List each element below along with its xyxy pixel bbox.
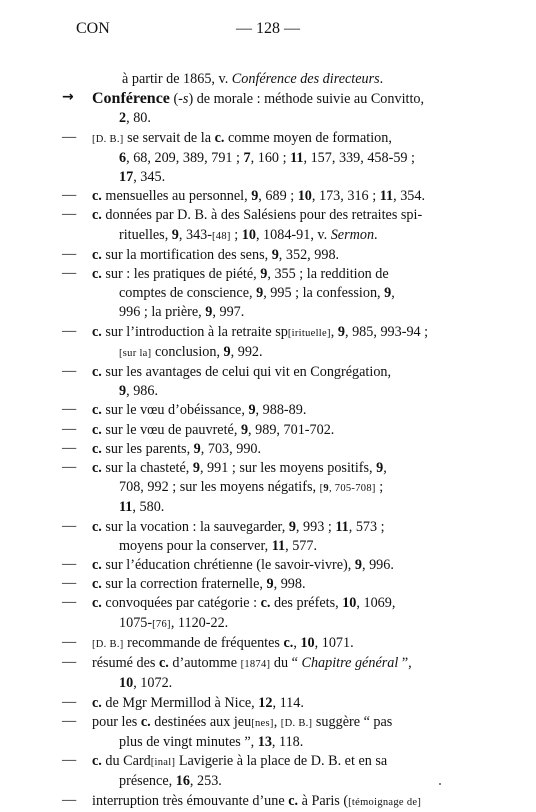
index-entry: [62, 556, 462, 575]
entry-text: [92, 129, 462, 188]
entry-line: c. sur la chasteté, 9, 991 ; sur les moyens positifs, 9,: [92, 460, 387, 477]
index-entry: [62, 459, 462, 518]
entry-line: plus de vingt minutes ”, 13, 118.: [119, 733, 304, 750]
entry-dash: —: [62, 128, 77, 145]
index-entry: [62, 187, 462, 206]
entry-dash: —: [62, 712, 77, 729]
index-entry: [62, 694, 462, 713]
entry-line: c. sur la correction fraternelle, 9, 998.: [92, 576, 306, 593]
arrow-icon: →: [62, 89, 74, 106]
entry-line: [D. B.] se servait de la c. comme moyen de formation,: [92, 129, 392, 146]
entry-line: c. sur les parents, 9, 703, 990.: [92, 440, 262, 457]
entry-line: c. sur le vœu de pauvreté, 9, 989, 701-702.: [92, 421, 335, 438]
entry-line: pour les c. destinées aux jeu[nes], [D. B.] suggère “ pas: [92, 713, 393, 730]
entry-line: moyens pour la conserver, 11, 577.: [119, 537, 318, 554]
entry-line: 10, 1072.: [119, 675, 173, 692]
entry-text: [92, 556, 462, 575]
entry-dash: —: [62, 439, 77, 456]
entry-line: présence, 16, 253.: [119, 773, 222, 790]
index-entry: [62, 89, 462, 128]
page-number: — 128 —: [236, 20, 300, 37]
entry-dash: —: [62, 633, 77, 650]
index-entry: [62, 129, 462, 188]
entry-line: 11, 580.: [119, 499, 165, 516]
entry-line: rituelles, 9, 343-[48] ; 10, 1084-91, v. Sermon.: [119, 226, 378, 243]
entry-line: 2, 80.: [119, 110, 151, 127]
entry-dash: —: [62, 791, 77, 808]
entry-line: Conférence (-s) de morale : méthode suivie au Convitto,: [92, 90, 425, 108]
entry-line: c. sur le vœu d’obéissance, 9, 988-89.: [92, 402, 307, 419]
entry-line: c. sur l’introduction à la retraite sp[irituelle], 9, 985, 993-94 ;: [92, 323, 429, 340]
entry-dash: —: [62, 594, 77, 611]
entry-line: [D. B.] recommande de fréquentes c., 10, 1071.: [92, 634, 354, 651]
index-body: [62, 70, 462, 812]
index-entry: [62, 265, 462, 323]
entry-line: à partir de 1865, v. Conférence des directeurs.: [122, 71, 384, 87]
index-entry: [62, 323, 462, 363]
entry-line: c. convoquées par catégorie : c. des préfets, 10, 1069,: [92, 595, 396, 612]
entry-dash: —: [62, 322, 77, 339]
entry-text: [92, 89, 462, 128]
entry-text: [92, 206, 462, 245]
speck: [439, 783, 441, 785]
entry-text: [92, 421, 462, 440]
entry-line: résumé des c. d’automme [1874] du “ Chapitre général ”,: [92, 655, 412, 672]
index-entry: [62, 792, 462, 812]
entry-line: 708, 992 ; sur les moyens négatifs, [9, 705-708] ;: [119, 479, 384, 496]
entry-text: [92, 265, 462, 323]
entry-text: [92, 459, 462, 518]
entry-dash: —: [62, 401, 77, 418]
entry-line: 9, 986.: [119, 383, 159, 400]
entry-text: [92, 70, 462, 89]
index-entry: [62, 363, 462, 401]
entry-line: c. sur : les pratiques de piété, 9, 355 ; la reddition de: [92, 266, 389, 283]
index-entry: [62, 421, 462, 440]
entry-dash: —: [62, 363, 77, 380]
index-entry: [62, 440, 462, 459]
entry-text: [92, 594, 462, 633]
entry-dash: —: [62, 187, 77, 204]
entry-line: 6, 68, 209, 389, 791 ; 7, 160 ; 11, 157, 339, 458-59 ;: [119, 149, 415, 166]
entry-line: 996 ; la prière, 9, 997.: [119, 304, 245, 321]
entry-dash: —: [62, 693, 77, 710]
entry-text: [92, 401, 462, 420]
index-entry: [62, 246, 462, 265]
entry-text: [92, 323, 462, 363]
entry-spacer: [62, 70, 92, 89]
entry-line: c. sur la mortification des sens, 9, 352, 998.: [92, 246, 340, 263]
entry-text: [92, 246, 462, 265]
entry-line: c. sur l’éducation chrétienne (le savoir-vivre), 9, 996.: [92, 557, 394, 574]
entry-line: c. mensuelles au personnel, 9, 689 ; 10, 173, 316 ; 11, 354.: [92, 188, 426, 205]
index-entry: [62, 70, 462, 89]
entry-dash: —: [62, 245, 77, 262]
entry-dash: —: [62, 265, 77, 282]
index-entry: [62, 206, 462, 245]
entry-dash: —: [62, 420, 77, 437]
index-entry: [62, 752, 462, 791]
entry-text: [92, 792, 462, 812]
entry-line: c. du Card[inal] Lavigerie à la place de D. B. et en sa: [92, 753, 388, 770]
entry-text: [92, 363, 462, 401]
entry-dash: —: [62, 206, 77, 223]
entry-text: [92, 654, 462, 693]
entry-text: [92, 187, 462, 206]
entry-line: c. sur les avantages de celui qui vit en Congrégation,: [92, 364, 392, 381]
entry-text: [92, 752, 462, 791]
entry-line: c. de Mgr Mermillod à Nice, 12, 114.: [92, 694, 304, 711]
entry-text: [92, 634, 462, 654]
running-head: CON: [76, 20, 110, 37]
entry-line: interruption très émouvante d’une c. à Paris ([témoignage de]: [92, 792, 422, 809]
entry-line: 1075-[76], 1120-22.: [119, 614, 229, 631]
index-entry: [62, 575, 462, 594]
entry-text: [92, 440, 462, 459]
entry-text: [92, 518, 462, 556]
entry-dash: —: [62, 752, 77, 769]
entry-text: [92, 694, 462, 713]
entry-line: 17, 345.: [119, 169, 166, 186]
entry-dash: —: [62, 575, 77, 592]
index-entry: [62, 594, 462, 633]
index-entry: [62, 634, 462, 654]
entry-text: [92, 575, 462, 594]
entry-line: c. données par D. B. à des Salésiens pour des retraites spi-: [92, 207, 423, 224]
entry-text: [92, 713, 462, 752]
index-entry: [62, 654, 462, 693]
entry-dash: —: [62, 556, 77, 573]
index-entry: [62, 713, 462, 752]
entry-dash: —: [62, 517, 77, 534]
index-entry: [62, 401, 462, 420]
entry-line: c. sur la vocation : la sauvegarder, 9, 993 ; 11, 573 ;: [92, 518, 385, 535]
entry-dash: —: [62, 654, 77, 671]
index-entry: [62, 518, 462, 556]
entry-dash: —: [62, 459, 77, 476]
entry-line: [sur la] conclusion, 9, 992.: [119, 343, 263, 360]
entry-line: comptes de conscience, 9, 995 ; la confession, 9,: [119, 285, 395, 302]
